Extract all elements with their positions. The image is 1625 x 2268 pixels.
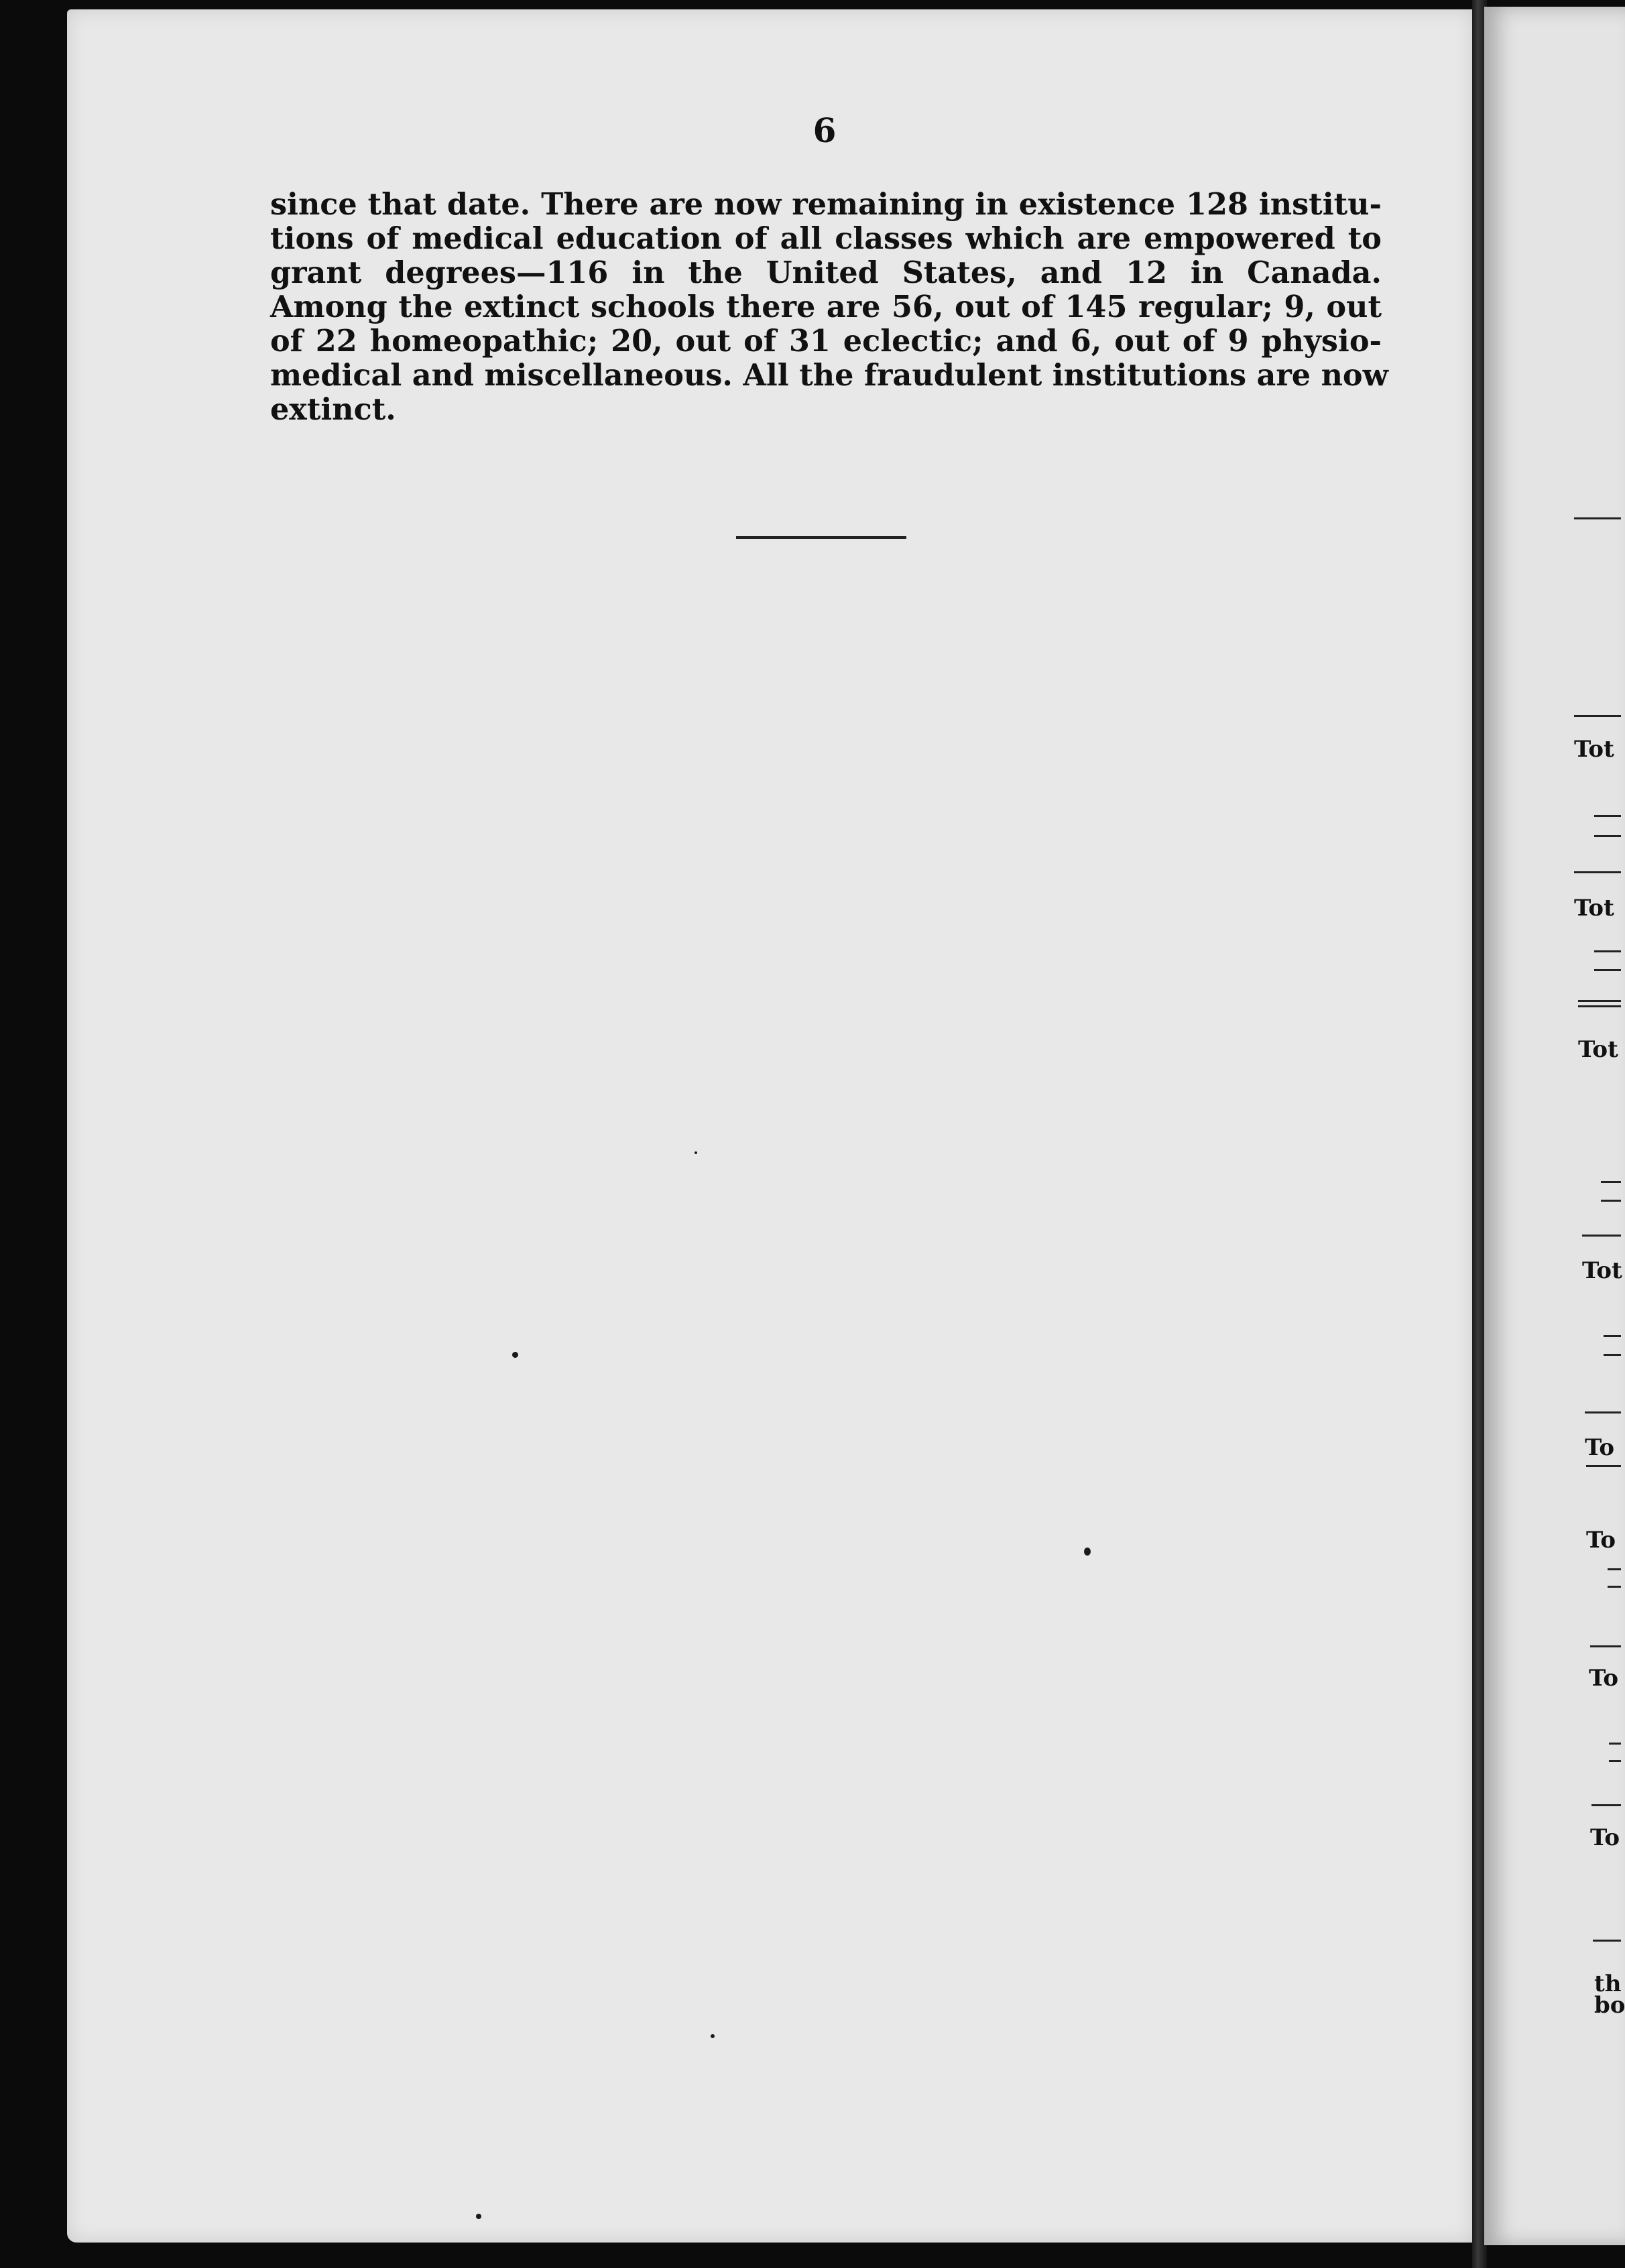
facing-label: th (1594, 1970, 1622, 1997)
facing-rule (1594, 815, 1621, 817)
facing-rule (1586, 1465, 1621, 1467)
facing-label: bo (1594, 1992, 1625, 2019)
paragraph-line: since that date. There are now remaining in existence 128 institu- (270, 187, 1382, 222)
facing-rule (1578, 1000, 1621, 1002)
facing-rule (1594, 969, 1621, 971)
facing-label: To (1589, 1665, 1619, 1692)
facing-rule (1609, 1760, 1621, 1762)
facing-rule (1585, 1411, 1621, 1413)
facing-rule (1593, 1940, 1621, 1942)
facing-rule (1594, 950, 1621, 952)
facing-rule (1594, 835, 1621, 837)
paragraph-line: extinct. (270, 392, 396, 427)
paragraph-line: tions of medical education of all classes which are empowered to (270, 221, 1382, 256)
facing-label: To (1586, 1527, 1616, 1554)
facing-label: To (1585, 1434, 1615, 1461)
facing-label: To (1590, 1824, 1620, 1851)
facing-rule (1608, 1586, 1621, 1588)
paragraph-line: medical and miscellaneous. All the fraudulent institutions are now (270, 358, 1388, 393)
facing-rule (1590, 1645, 1621, 1647)
page-number: 6 (812, 111, 837, 150)
ink-speck (1084, 1548, 1091, 1556)
ink-speck (476, 2214, 481, 2219)
facing-rule (1609, 1743, 1621, 1745)
ink-speck (695, 1151, 697, 1154)
facing-page-edge (1484, 7, 1625, 2245)
facing-rule (1574, 871, 1621, 873)
facing-rule (1574, 715, 1621, 717)
facing-rule (1574, 517, 1621, 519)
facing-rule (1601, 1200, 1621, 1202)
ink-speck (711, 2034, 715, 2038)
ink-speck (512, 1352, 518, 1358)
facing-label: Tot (1582, 1257, 1622, 1284)
facing-label: Tot (1578, 1036, 1618, 1063)
paragraph-line: of 22 homeopathic; 20, out of 31 eclectic; and 6, out of 9 physio- (270, 324, 1382, 359)
section-divider-rule (736, 536, 906, 539)
paragraph-line: Among the extinct schools there are 56, out of 145 regular; 9, out (270, 290, 1382, 324)
facing-rule (1608, 1568, 1621, 1570)
facing-label: Tot (1574, 895, 1614, 922)
paragraph-line: grant degrees—116 in the United States, and 12 in Canada. (270, 255, 1382, 290)
facing-rule (1582, 1235, 1621, 1237)
facing-label: Tot (1574, 736, 1614, 763)
facing-rule (1604, 1335, 1621, 1337)
facing-rule (1601, 1181, 1621, 1183)
body-paragraph (270, 187, 1388, 427)
facing-rule (1578, 1005, 1621, 1007)
facing-rule (1591, 1804, 1621, 1806)
facing-rule (1604, 1354, 1621, 1356)
